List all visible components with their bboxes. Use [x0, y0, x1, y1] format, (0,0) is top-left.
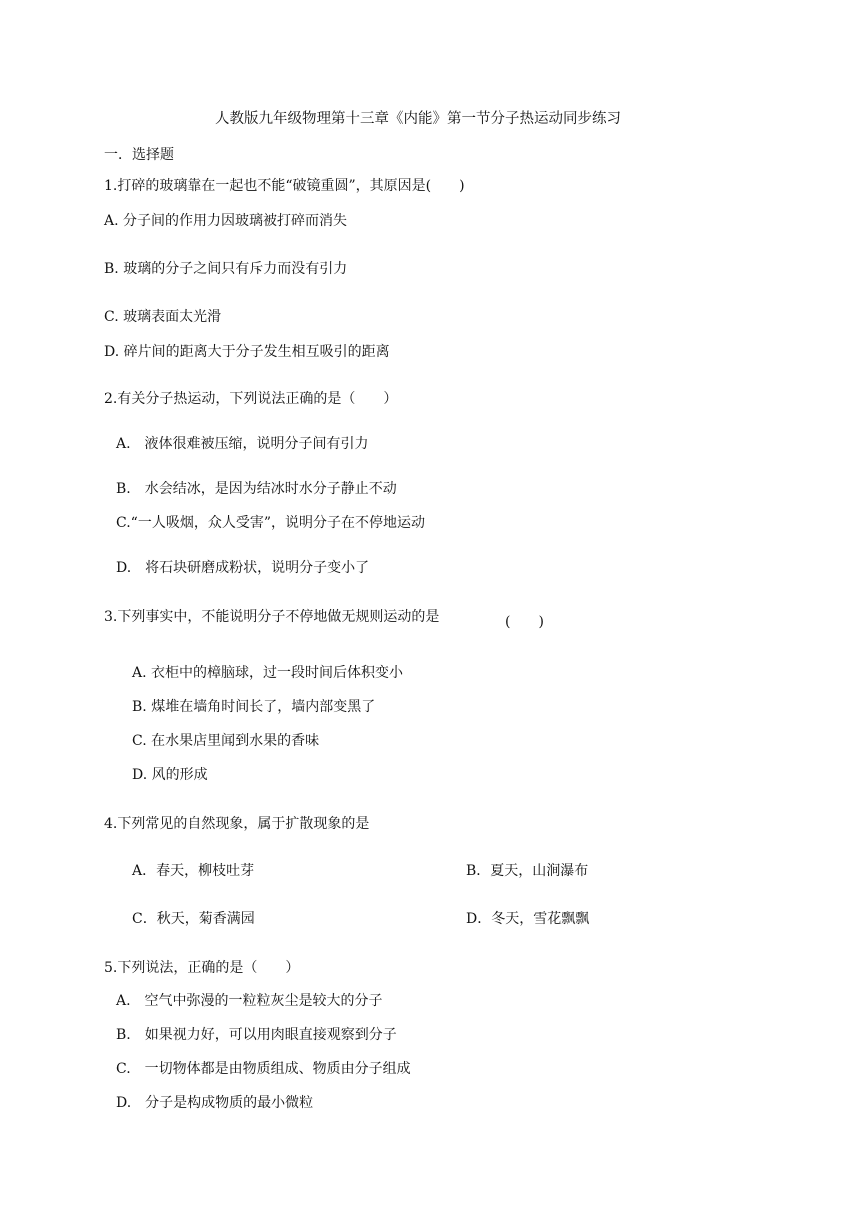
option-c: C. 一切物体都是由物质组成、物质由分子组成	[116, 1061, 411, 1077]
option-b: B. 如果视力好，可以用肉眼直接观察到分子	[116, 1027, 397, 1043]
option-d: D. 分子是构成物质的最小微粒	[116, 1095, 314, 1111]
option-c: C. 玻璃表面太光滑	[104, 309, 222, 325]
option-b: B. 玻璃的分子之间只有斥力而没有引力	[104, 261, 348, 277]
option-d: D. 风的形成	[132, 767, 208, 783]
option-a: A. 空气中弥漫的一粒粒灰尘是较大的分子	[116, 993, 383, 1009]
document-title: 人教版九年级物理第十三章《内能》第一节分子热运动同步练习	[215, 111, 621, 127]
answer-bracket: ( )	[505, 614, 544, 630]
question-stem: 3.下列事实中，不能说明分子不停地做无规则运动的是	[104, 609, 440, 625]
question-stem: 4.下列常见的自然现象，属于扩散现象的是	[104, 816, 370, 832]
option-c: C．秋天，菊香满园	[132, 911, 255, 927]
option-c: C.“一人吸烟，众人受害”，说明分子在不停地运动	[116, 515, 425, 531]
question-stem: 1.打碎的玻璃靠在一起也不能“破镜重圆”，其原因是( )	[104, 178, 465, 194]
option-b: B. 煤堆在墙角时间长了，墙内部变黑了	[132, 699, 376, 715]
option-c: C. 在水果店里闻到水果的香味	[132, 733, 320, 749]
question-stem: 2.有关分子热运动，下列说法正确的是（ ）	[104, 391, 398, 407]
option-a: A. 液体很难被压缩，说明分子间有引力	[116, 436, 369, 452]
option-b: B．夏天，山涧瀑布	[466, 863, 589, 879]
option-b: B. 水会结冰，是因为结冰时水分子静止不动	[116, 481, 397, 497]
option-d: D. 碎片间的距离大于分子发生相互吸引的距离	[104, 344, 390, 360]
option-a: A. 分子间的作用力因玻璃被打碎而消失	[104, 213, 348, 229]
section-heading: 一．选择题	[104, 147, 174, 163]
option-a: A. 衣柜中的樟脑球，过一段时间后体积变小	[132, 665, 404, 681]
option-d: D．冬天，雪花飘飘	[466, 911, 590, 927]
option-d: D. 将石块研磨成粉状，说明分子变小了	[116, 560, 370, 576]
option-a: A．春天，柳枝吐芽	[132, 863, 255, 879]
question-stem: 5.下列说法，正确的是（ ）	[104, 960, 300, 976]
